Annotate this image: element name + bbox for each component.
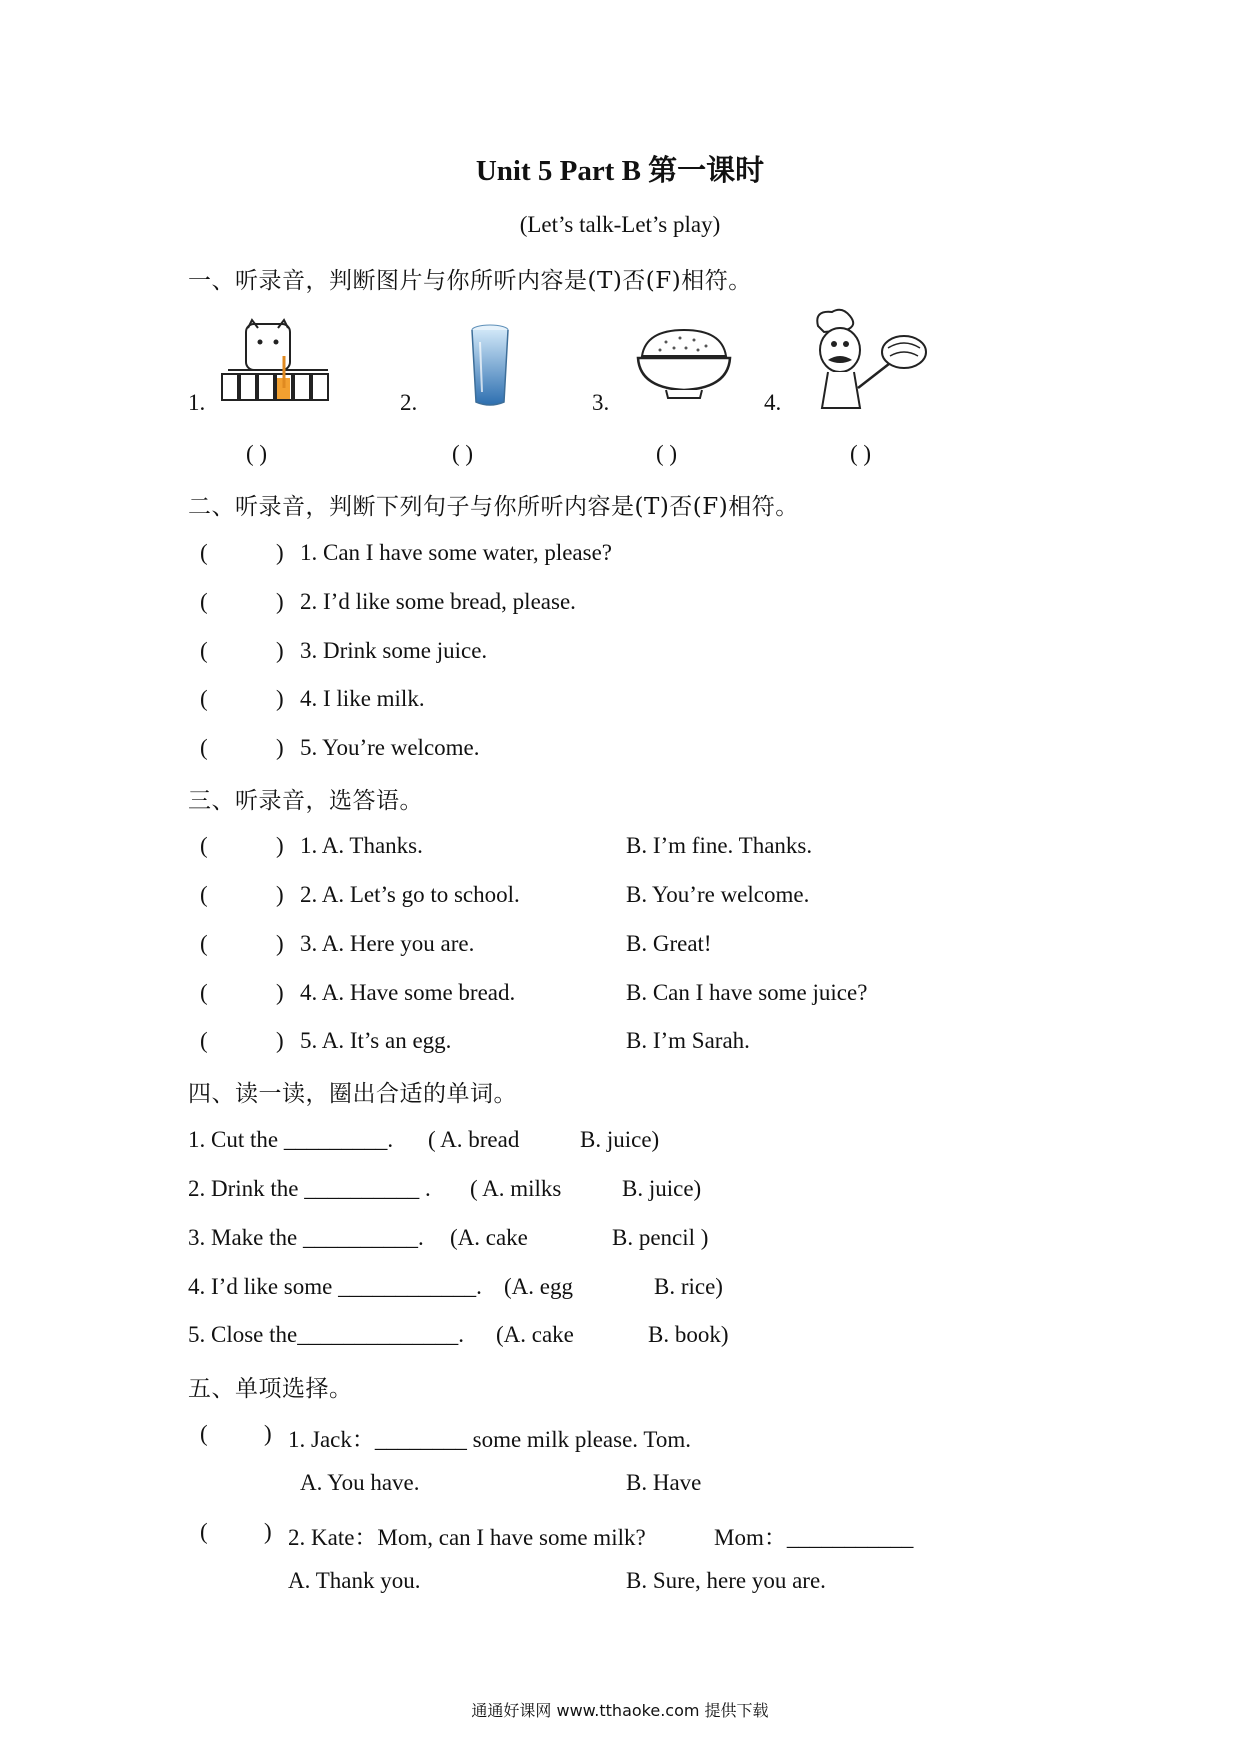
fill-blank-stem: 4. I’d like some ____________. (188, 1274, 482, 1299)
word-option-a[interactable]: (A. egg (504, 1274, 573, 1299)
choice-a[interactable]: A. You have. (300, 1470, 420, 1495)
answer-bracket-open[interactable]: ( (200, 833, 208, 858)
answer-bracket-close: ) (276, 540, 284, 565)
answer-bracket-close: ) (276, 931, 284, 956)
answer-bracket-close: ) (276, 1028, 284, 1053)
fill-blank-stem: 1. Cut the _________. (188, 1127, 394, 1152)
option-b: B. Can I have some juice? (626, 980, 868, 1005)
sentence-item: 1. Can I have some water, please? (300, 540, 613, 565)
word-option-b[interactable]: B. book) (648, 1322, 729, 1347)
word-option-a[interactable]: (A. cake (450, 1225, 528, 1250)
water-glass-icon (468, 322, 512, 408)
sentence-item: 4. I like milk. (300, 686, 425, 711)
answer-bracket-close: ) (276, 833, 284, 858)
section1-heading: 一、听录音，判断图片与你所听内容是(T)否(F)相符。 (188, 268, 752, 294)
answer-bracket-open[interactable]: ( (200, 931, 208, 956)
answer-bracket-open[interactable]: ( (200, 1028, 208, 1053)
choice-b[interactable]: B. Sure, here you are. (626, 1568, 826, 1593)
pic2-number: 2. (400, 390, 418, 415)
question-stem-response: Mom：___________ (714, 1525, 914, 1550)
pic3-number: 3. (592, 390, 610, 415)
word-option-a[interactable]: (A. cake (496, 1322, 574, 1347)
answer-bracket-open[interactable]: ( (200, 589, 208, 614)
page-subtitle: (Let’s talk-Let’s play) (519, 212, 721, 237)
fill-blank-stem: 5. Close the______________. (188, 1322, 464, 1347)
answer-bracket-open[interactable]: ( (200, 980, 208, 1005)
answer-bracket-close: ) (276, 735, 284, 760)
rice-bowl-icon (636, 326, 732, 402)
choice-b[interactable]: B. Have (626, 1470, 702, 1495)
answer-bracket-close: ) (276, 980, 284, 1005)
answer-bracket-open[interactable]: ( (200, 540, 208, 565)
sentence-item: 3. Drink some juice. (300, 638, 488, 663)
pic1-number: 1. (188, 390, 206, 415)
answer-bracket-close: ) (264, 1421, 272, 1446)
word-option-b[interactable]: B. pencil ) (612, 1225, 709, 1250)
pic4-answer[interactable]: ( ) (850, 441, 872, 466)
word-option-a[interactable]: ( A. milks (470, 1176, 562, 1201)
option-a: 5. A. It’s an egg. (300, 1028, 452, 1053)
option-a: 1. A. Thanks. (300, 833, 423, 858)
question-stem: 1. Jack：________ some milk please. Tom. (288, 1427, 691, 1452)
sentence-item: 2. I’d like some bread, please. (300, 589, 576, 614)
option-b: B. I’m fine. Thanks. (626, 833, 813, 858)
pic1-answer[interactable]: ( ) (246, 441, 268, 466)
answer-bracket-close: ) (276, 686, 284, 711)
footer-source: 通通好课网 www.tthaoke.com 提供下载 (471, 1701, 769, 1720)
section5-heading: 五、单项选择。 (188, 1376, 353, 1402)
answer-bracket-open[interactable]: ( (200, 1519, 208, 1544)
juice-glasses-icon (218, 318, 336, 406)
answer-bracket-open[interactable]: ( (200, 686, 208, 711)
answer-bracket-open[interactable]: ( (200, 1421, 208, 1446)
answer-bracket-close: ) (276, 882, 284, 907)
word-option-b[interactable]: B. juice) (622, 1176, 702, 1201)
section3-heading: 三、听录音，选答语。 (188, 788, 423, 814)
word-option-b[interactable]: B. juice) (580, 1127, 660, 1152)
option-a: 2. A. Let’s go to school. (300, 882, 520, 907)
chef-bread-icon (806, 308, 930, 412)
option-a: 3. A. Here you are. (300, 931, 475, 956)
question-stem: 2. Kate：Mom, can I have some milk? (288, 1525, 646, 1550)
answer-bracket-close: ) (264, 1519, 272, 1544)
answer-bracket-open[interactable]: ( (200, 882, 208, 907)
word-option-a[interactable]: ( A. bread (428, 1127, 520, 1152)
option-a: 4. A. Have some bread. (300, 980, 516, 1005)
fill-blank-stem: 3. Make the __________. (188, 1225, 424, 1250)
answer-bracket-close: ) (276, 638, 284, 663)
option-b: B. You’re welcome. (626, 882, 810, 907)
pic4-number: 4. (764, 390, 782, 415)
word-option-b[interactable]: B. rice) (654, 1274, 723, 1299)
section4-heading: 四、读一读，圈出合适的单词。 (188, 1081, 517, 1107)
answer-bracket-close: ) (276, 589, 284, 614)
option-b: B. I’m Sarah. (626, 1028, 750, 1053)
page-title: Unit 5 Part B 第一课时 (475, 155, 765, 187)
answer-bracket-open[interactable]: ( (200, 638, 208, 663)
sentence-item: 5. You’re welcome. (300, 735, 480, 760)
section2-heading: 二、听录音，判断下列句子与你所听内容是(T)否(F)相符。 (188, 494, 799, 520)
option-b: B. Great! (626, 931, 712, 956)
pic3-answer[interactable]: ( ) (656, 441, 678, 466)
pic2-answer[interactable]: ( ) (452, 441, 474, 466)
answer-bracket-open[interactable]: ( (200, 735, 208, 760)
fill-blank-stem: 2. Drink the __________ . (188, 1176, 431, 1201)
choice-a[interactable]: A. Thank you. (288, 1568, 421, 1593)
